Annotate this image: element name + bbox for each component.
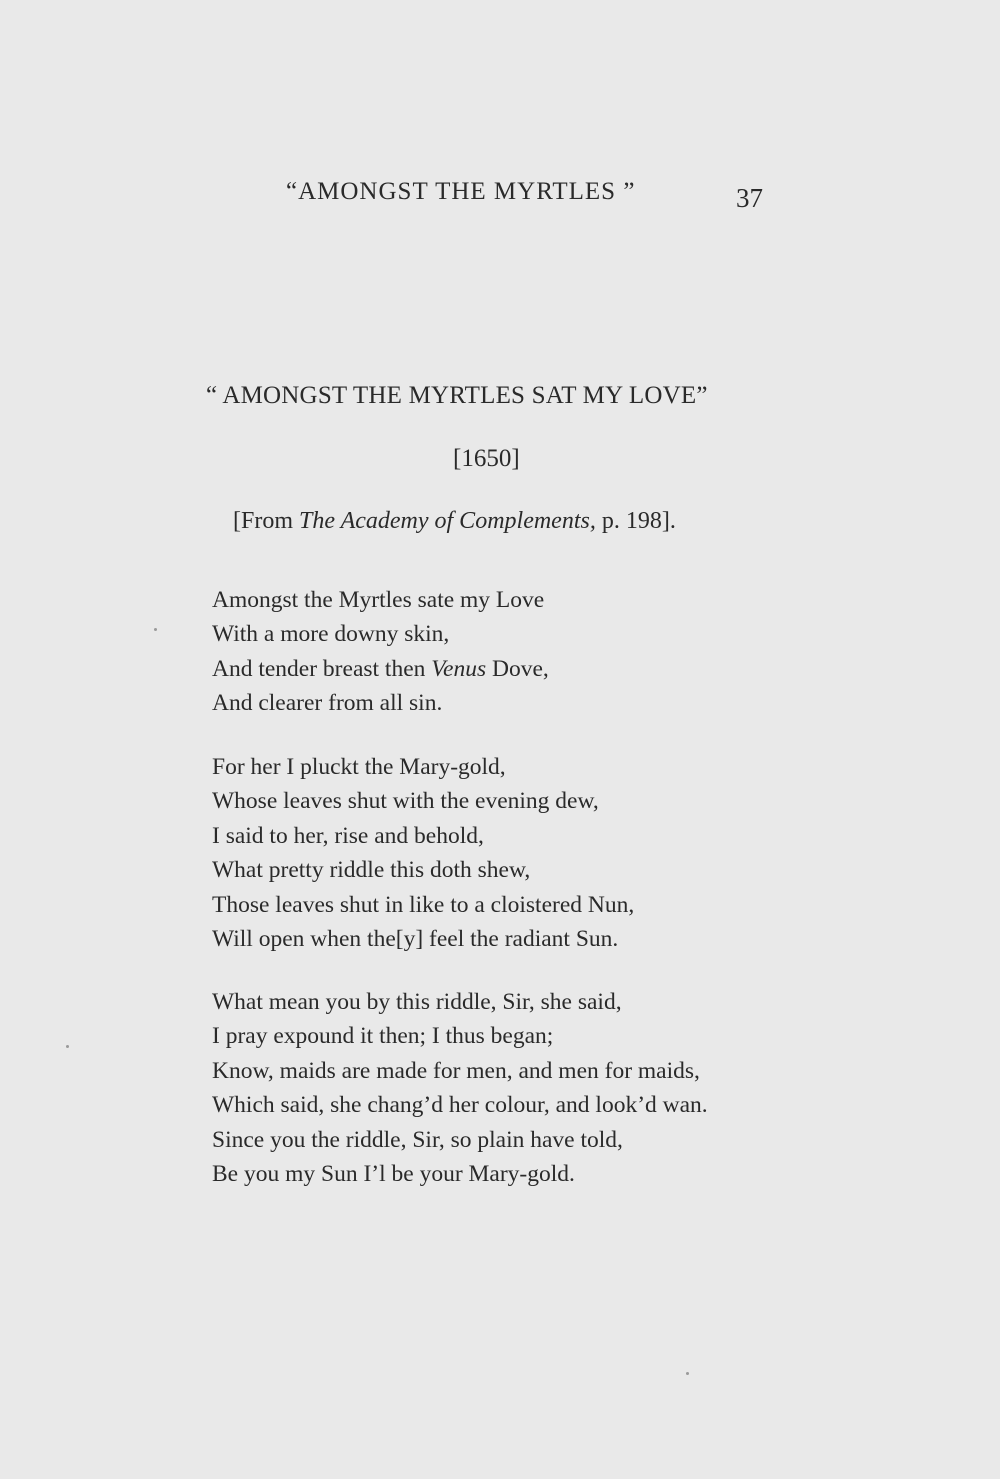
verse-line: I said to her, rise and behold,	[212, 822, 484, 849]
stanza-3	[212, 985, 708, 1191]
verse-line: For her I pluckt the Mary-gold,	[212, 754, 506, 780]
source-work-title: The Academy of Complements,	[299, 508, 596, 534]
verse-line: And clearer from all sin.	[212, 690, 443, 717]
stanza-1	[212, 583, 549, 721]
verse-line: Be you my Sun I’l be your Mary-gold.	[212, 1161, 575, 1188]
verse-line: With a more downy skin,	[212, 621, 450, 648]
verse-line-text: Dove,	[486, 655, 549, 682]
paper-speck	[66, 1045, 69, 1048]
source-suffix: p. 198].	[595, 508, 676, 534]
page-number: 37	[736, 183, 763, 213]
verse-line: What mean you by this riddle, Sir, she said,	[212, 989, 622, 1015]
paper-speck	[154, 628, 157, 631]
verse-line	[212, 652, 549, 686]
verse-line: Whose leaves shut with the evening dew,	[212, 788, 599, 815]
verse-line: Since you the riddle, Sir, so plain have told,	[212, 1126, 623, 1153]
poem-title: “ AMONGST THE MYRTLES SAT MY LOVE”	[206, 382, 708, 409]
verse-line: Will open when the[y] feel the radiant Sun.	[212, 926, 619, 953]
verse-line-italic: Venus	[431, 655, 487, 682]
verse-line: Know, maids are made for men, and men for maids,	[212, 1057, 700, 1084]
source-prefix: [From	[233, 508, 299, 534]
poem-date: [1650]	[453, 445, 520, 472]
verse-line: Amongst the Myrtles sate my Love	[212, 587, 545, 613]
stanza-2	[212, 750, 634, 956]
paper-speck	[686, 1372, 689, 1375]
verse-line: Those leaves shut in like to a cloistered Nun,	[212, 891, 635, 918]
verse-line-text: And tender breast then	[212, 655, 432, 682]
verse-line: I pray expound it then; I thus began;	[212, 1023, 554, 1050]
verse-line: What pretty riddle this doth shew,	[212, 857, 531, 884]
running-title: “AMONGST THE MYRTLES ”	[286, 178, 636, 205]
verse-line: Which said, she chang’d her colour, and look’d wan.	[212, 1092, 708, 1119]
source-citation	[233, 508, 676, 535]
